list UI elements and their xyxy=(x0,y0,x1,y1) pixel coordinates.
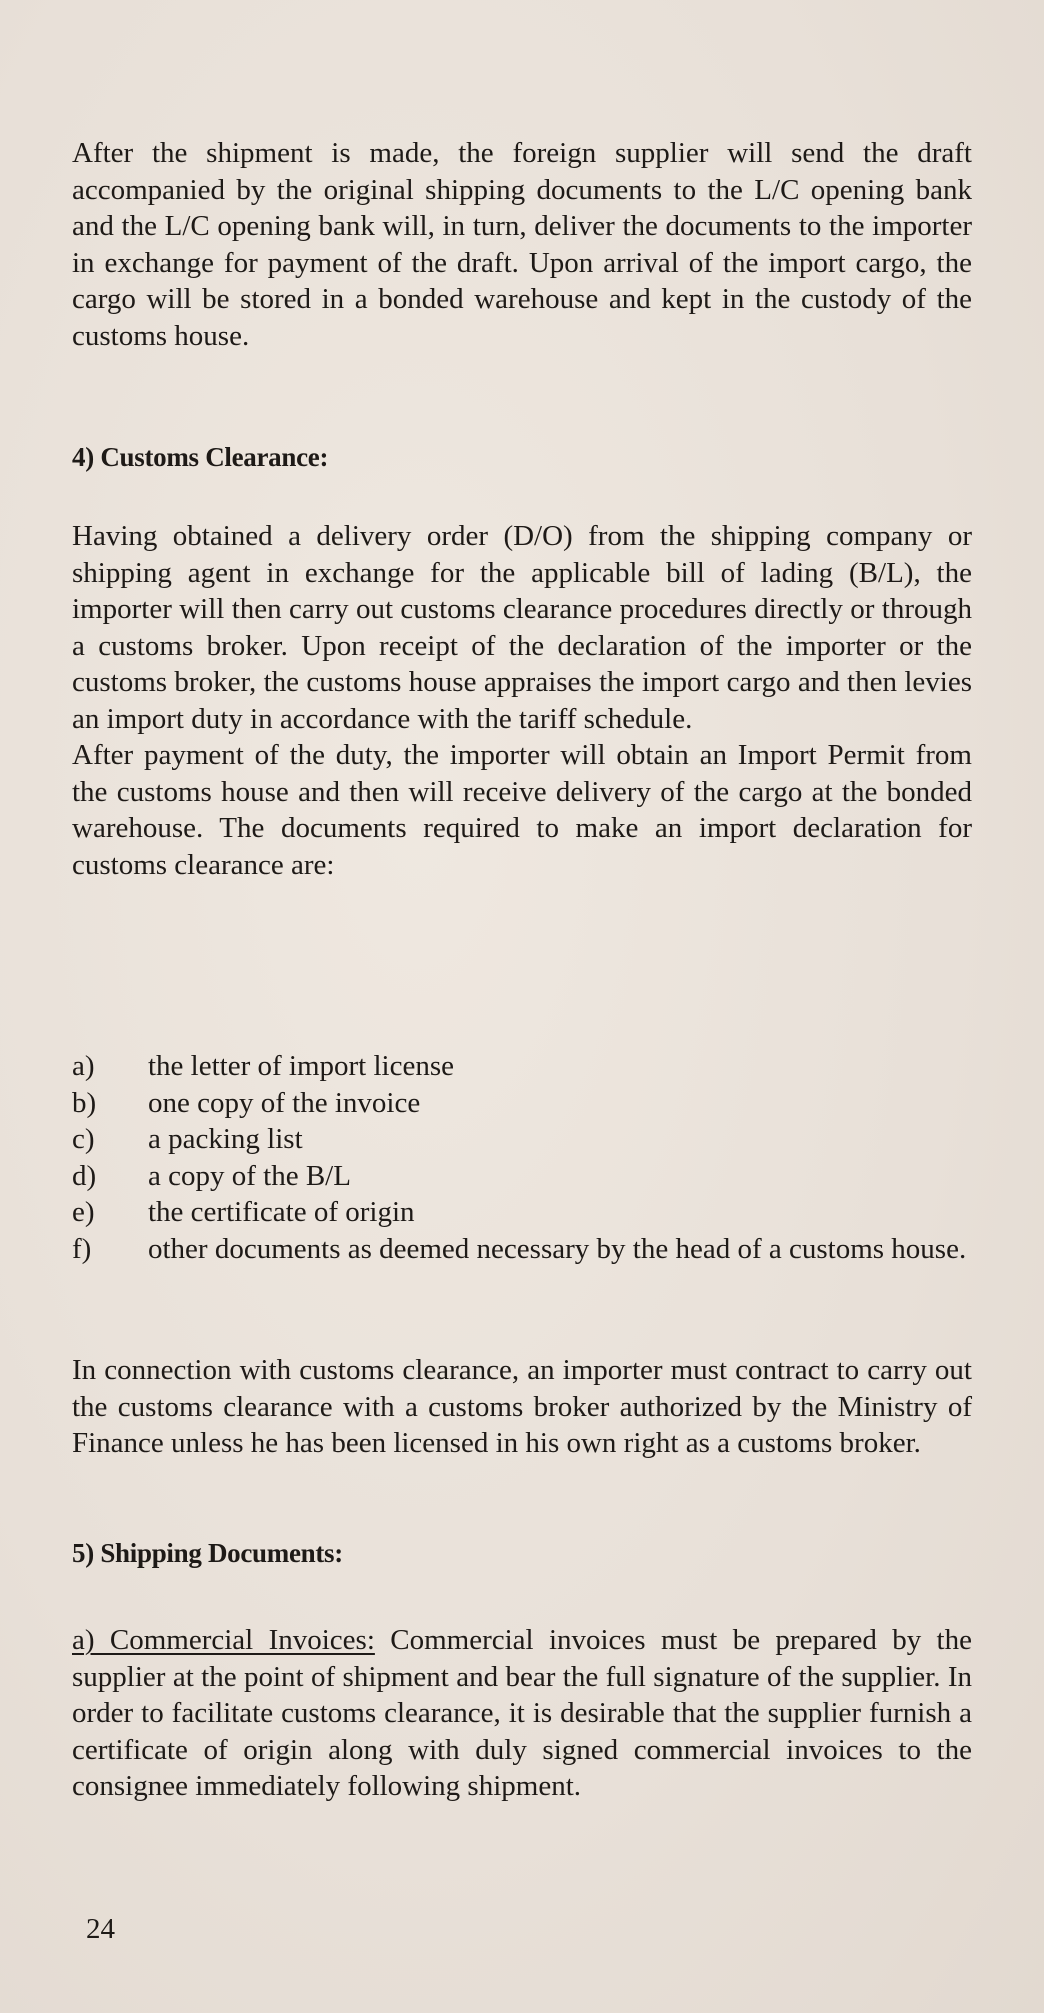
list-item xyxy=(72,1158,972,1195)
intro-paragraph: After the shipment is made, the foreign supplier will send the draft accompanied by the original shipping documents to the L/C opening bank and the L/C opening bank will, in turn, deliver the documents to the importer in exchange for payment of the draft. Upon arrival of the import cargo, the cargo will be stored in a bonded warehouse and kept in the custody of the customs house. xyxy=(72,137,972,352)
customs-clearance-section xyxy=(72,518,972,883)
required-documents-list-block xyxy=(72,1048,972,1267)
list-item xyxy=(72,1048,972,1085)
customs-clearance-paragraph-2: After payment of the duty, the importer will obtain an Import Permit from the customs house and then will receive delivery of the cargo at the bonded warehouse. The documents required to make an import declaration for customs clearance are: xyxy=(72,739,972,881)
commercial-invoices-section xyxy=(72,1622,972,1805)
shipping-documents-heading-block xyxy=(72,1538,972,1569)
commercial-invoices-subheading: a) Commercial Invoices: xyxy=(72,1624,375,1656)
list-item-text: other documents as deemed necessary by the head of a customs house. xyxy=(148,1232,967,1265)
customs-broker-paragraph: In connection with customs clearance, an importer must contract to carry out the customs clearance with a customs broker authorized by the Ministry of Finance unless he has been licensed in his own right as a customs broker. xyxy=(72,1354,972,1459)
list-marker: b) xyxy=(72,1086,97,1119)
list-item xyxy=(72,1085,972,1122)
list-item xyxy=(72,1231,972,1268)
customs-clearance-heading-block xyxy=(72,442,972,473)
list-item xyxy=(72,1194,972,1231)
required-documents-list xyxy=(72,1048,972,1267)
customs-broker-section xyxy=(72,1352,972,1462)
list-item-text: the letter of import license xyxy=(148,1050,455,1082)
commercial-invoices-text: Commercial invoices must be prepared by the supplier at the point of shipment and bear the full signature of the supplier. In order to facilitate customs clearance, it is desirable that the supplier furnish a certificate of origin along with duly signed commercial invoices to the consignee immediately following shipment. xyxy=(72,1624,972,1802)
intro-section xyxy=(72,135,972,354)
commercial-invoices-paragraph xyxy=(72,1622,972,1805)
shipping-documents-heading: 5) Shipping Documents: xyxy=(72,1538,343,1568)
list-marker: c) xyxy=(72,1123,95,1155)
list-item-text: the certificate of origin xyxy=(148,1196,415,1228)
list-item-text: one copy of the invoice xyxy=(148,1086,421,1119)
list-item xyxy=(72,1121,972,1158)
page-number: 24 xyxy=(86,1913,115,1945)
list-marker: e) xyxy=(72,1196,95,1228)
list-item-text: a copy of the B/L xyxy=(148,1159,351,1192)
list-marker: d) xyxy=(72,1159,97,1192)
list-marker: a) xyxy=(72,1050,95,1082)
customs-clearance-heading: 4) Customs Clearance: xyxy=(72,442,329,472)
customs-clearance-paragraph-1: Having obtained a delivery order (D/O) from the shipping company or shipping agent in exchange for the applicable bill of lading (B/L), the importer will then carry out customs clearance procedures directly or through a customs broker. Upon receipt of the declaration of the importer or the customs broker, the customs house appraises the import cargo and then levies an import duty in accordance with the tariff schedule. xyxy=(72,520,972,735)
list-marker: f) xyxy=(72,1232,92,1265)
list-item-text: a packing list xyxy=(148,1123,303,1155)
